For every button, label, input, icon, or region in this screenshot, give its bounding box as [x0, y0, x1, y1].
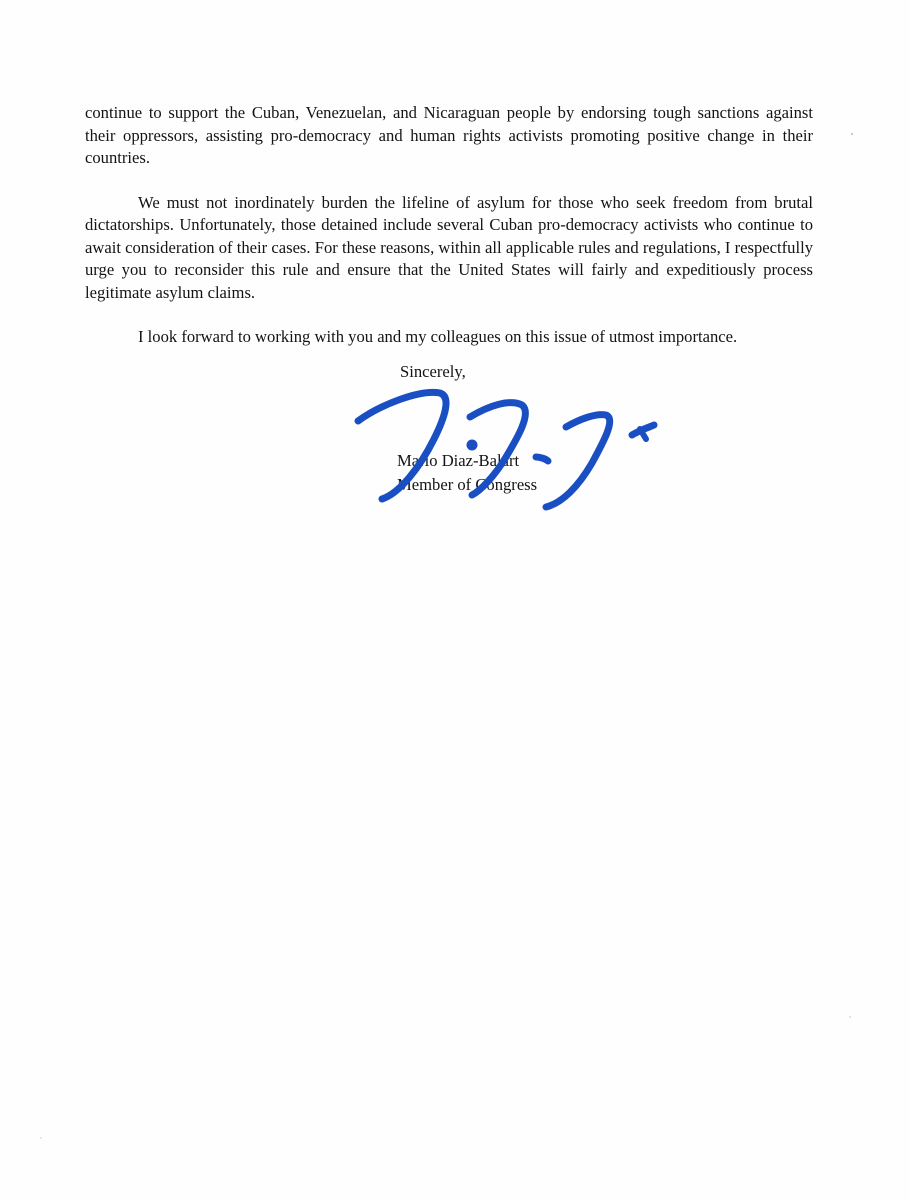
signature-stroke-3	[546, 415, 610, 507]
paragraph-support: continue to support the Cuban, Venezuelan, and Nicaraguan people by endorsing tough sanctions against their oppressors, assisting pro-democracy and human rights activists promoting positive change in their countries.	[85, 103, 813, 167]
signer-title: Member of Congress	[397, 475, 538, 494]
signature-stroke-6	[640, 429, 646, 439]
scan-speck	[40, 1137, 42, 1139]
scan-speck	[849, 1016, 851, 1018]
scan-speck	[851, 133, 853, 135]
signature-stroke-4	[536, 457, 548, 461]
signature-stroke-5	[632, 425, 654, 435]
signer-name: Mario Diaz-Balart	[397, 451, 520, 470]
paragraph-closing-remark: I look forward to working with you and my colleagues on this issue of utmost importance.	[138, 327, 738, 346]
paragraph-asylum: We must not inordinately burden the lifeline of asylum for those who seek freedom from brutal dictatorships. Unfortunately, those detained include several Cuban pro-democracy activists who continue to await consideration of their cases. For these reasons, within all applicable rules and regulations, I respectfully urge you to reconsider this rule and ensure that the United States will fairly and expeditiously process legitimate asylum claims.	[85, 192, 813, 302]
letter-body	[85, 102, 813, 371]
closing-salutation: Sincerely,	[400, 362, 466, 381]
